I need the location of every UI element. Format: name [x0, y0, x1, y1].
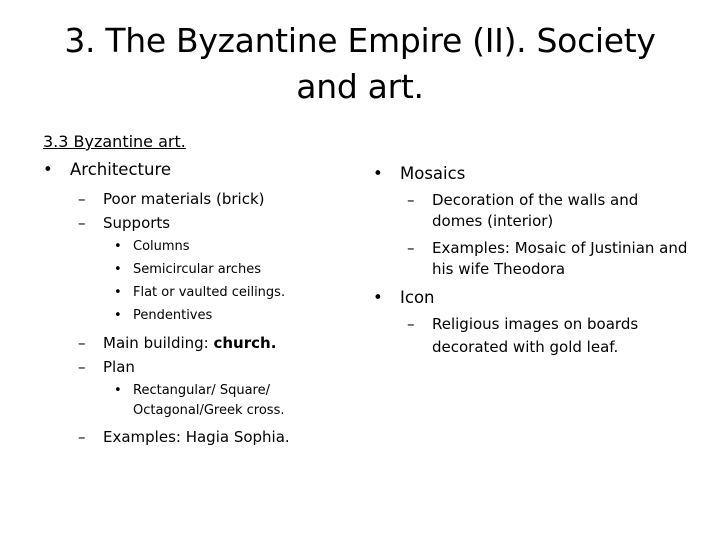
slide-title	[30, 18, 690, 110]
dash-marker: –	[407, 239, 415, 257]
decoration-line-2: domes (interior)	[432, 212, 554, 230]
architecture-heading: Architecture	[70, 160, 172, 179]
bullet-dot: •	[114, 239, 122, 254]
dash-marker: –	[78, 358, 86, 376]
main-building-label: Main building:	[103, 334, 214, 352]
supports-item: Supports	[103, 214, 171, 232]
religious-images-line-1: Religious images on boards	[432, 315, 639, 333]
support-columns: Columns	[133, 239, 190, 254]
mosaic-examples-line-2: his wife Theodora	[432, 260, 566, 278]
plan-shapes-line-2: Octagonal/Greek cross.	[133, 403, 285, 418]
decoration-line-1: Decoration of the walls and	[432, 191, 639, 209]
mosaic-examples-line-1: Examples: Mosaic of Justinian and	[432, 239, 688, 257]
support-ceilings: Flat or vaulted ceilings.	[133, 285, 286, 300]
title-line-2: and art.	[296, 67, 424, 106]
bullet-dot: •	[373, 164, 383, 183]
main-building-value: church.	[213, 334, 277, 352]
support-pendentives: Pendentives	[133, 308, 213, 323]
bullet-dot: •	[114, 285, 122, 300]
bullet-dot: •	[114, 383, 122, 398]
dash-marker: –	[407, 315, 415, 333]
dash-marker: –	[78, 190, 86, 208]
icon-heading: Icon	[400, 288, 435, 307]
dash-marker: –	[78, 214, 86, 232]
title-line-1: 3. The Byzantine Empire (II). Society	[64, 21, 656, 60]
support-arches: Semicircular arches	[133, 262, 261, 277]
bullet-dot: •	[114, 262, 122, 277]
mosaics-heading: Mosaics	[400, 164, 466, 183]
poor-materials-item: Poor materials (brick)	[103, 190, 265, 208]
bullet-dot: •	[114, 308, 122, 323]
dash-marker: –	[407, 191, 415, 209]
bullet-dot: •	[373, 288, 383, 307]
religious-images-line-2: decorated with gold leaf.	[432, 338, 619, 356]
section-heading: 3.3 Byzantine art.	[43, 132, 186, 151]
main-building-item	[103, 334, 276, 352]
examples-item: Examples: Hagia Sophia.	[103, 428, 290, 446]
dash-marker: –	[78, 428, 86, 446]
plan-shapes-line-1: Rectangular/ Square/	[133, 383, 270, 398]
dash-marker: –	[78, 334, 86, 352]
plan-item: Plan	[103, 358, 135, 376]
bullet-dot: •	[43, 160, 53, 179]
